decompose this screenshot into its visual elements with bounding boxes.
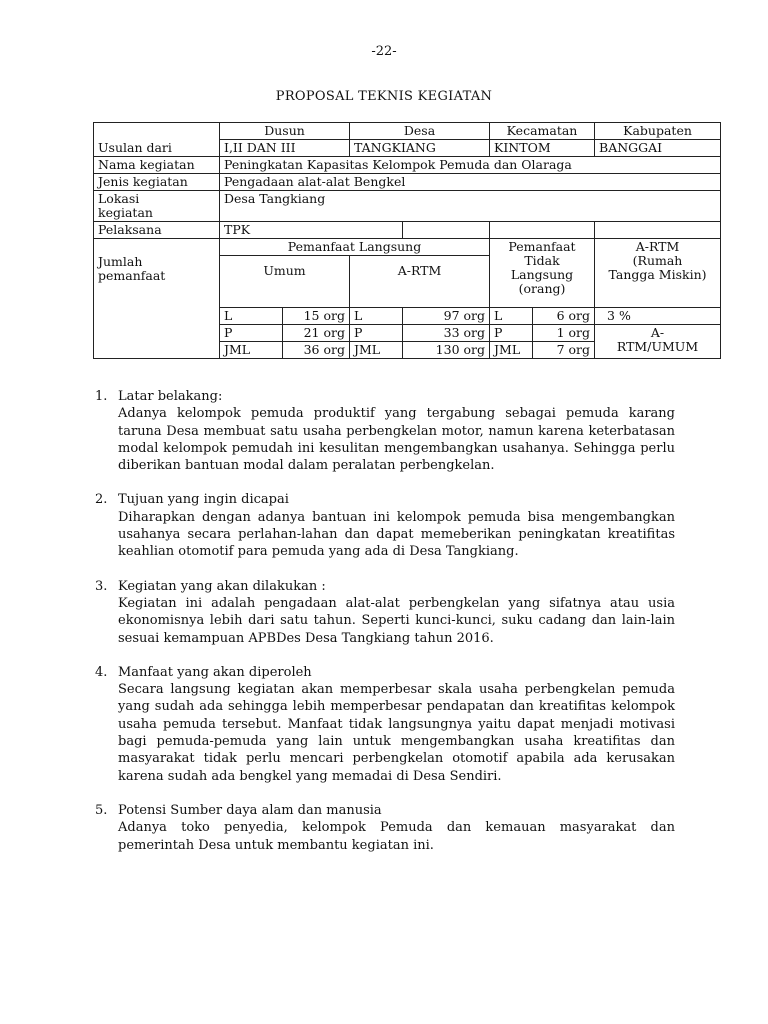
pelaksana-label: Pelaksana bbox=[94, 222, 220, 239]
section-latar-belakang bbox=[95, 388, 675, 474]
artm-value: 97 org bbox=[403, 308, 490, 325]
section-heading bbox=[95, 388, 675, 405]
header-kabupaten: Kabupaten bbox=[595, 123, 721, 140]
tl-value: 7 org bbox=[533, 342, 595, 359]
section-tujuan bbox=[95, 491, 675, 560]
section-number: 5. bbox=[95, 802, 108, 818]
section-body: Secara langsung kegiatan akan memperbesar skala usaha perbengkelan pemuda yang sudah ada sehingga lebih memperbesar pendapatan dan kreatifitas kelompok usaha pemuda tersebut. Manfaat tidak langsungnya yaitu dapat menjadi motivasi bagi pemuda-pemuda yang lain untuk mengembangkan usaha kreatifitas dan masyarakat tidak perlu mencari perbengkelan otomotif apabila ada kerusakan karena sudah ada bengkel yang memadai di Desa Sendiri. bbox=[118, 682, 675, 784]
umum-value: 21 org bbox=[283, 325, 350, 342]
section-body: Adanya kelompok pemuda produktif yang tergabung sebagai pemuda karang taruna Desa membuat satu usaha perbengkelan motor, namun karena keterbatasan modal kelompok pemudah ini kesulitan mengembangkan usahanya. Sehingga perlu diberikan bantuan modal dalam peralatan perbengkelan. bbox=[118, 406, 675, 474]
tl-value: 1 org bbox=[533, 325, 595, 342]
tidak-langsung-header bbox=[490, 239, 595, 308]
section-title: Kegiatan yang akan dilakukan : bbox=[118, 578, 326, 594]
nama-value: Peningkatan Kapasitas Kelompok Pemuda dan Olaraga bbox=[220, 157, 721, 174]
umum-value: 36 org bbox=[283, 342, 350, 359]
pelaksana-empty-2 bbox=[490, 222, 595, 239]
section-title: Latar belakang: bbox=[118, 389, 223, 404]
tidak-langsung-line4: (orang) bbox=[518, 281, 566, 296]
sections bbox=[95, 388, 675, 871]
usulan-desa: TANGKIANG bbox=[350, 140, 490, 157]
section-body: Adanya toko penyedia, kelompok Pemuda dan kemauan masyarakat dan pemerintah Desa untuk membantu kegiatan ini. bbox=[118, 820, 675, 853]
table-header-row bbox=[94, 123, 721, 140]
section-title: Potensi Sumber daya alam dan manusia bbox=[118, 802, 382, 818]
pelaksana-empty-1 bbox=[403, 222, 490, 239]
section-number: 1. bbox=[95, 389, 108, 404]
section-potensi bbox=[95, 802, 675, 854]
lokasi-label bbox=[94, 191, 220, 222]
section-number: 2. bbox=[95, 492, 108, 508]
umum-key: P bbox=[220, 325, 283, 342]
artm-rumah-line2: (Rumah bbox=[632, 253, 683, 268]
section-manfaat bbox=[95, 664, 675, 785]
section-number: 3. bbox=[95, 578, 108, 594]
section-body: Kegiatan ini adalah pengadaan alat-alat perbengkelan yang sifatnya atau usia ekonomisnya lebih dari satu tahun. Seperti kunci-kunci, suku cadang dan lain-lain sesuai kemampuan APBDes Desa Tangkiang tahun 2016. bbox=[118, 595, 675, 646]
section-heading bbox=[95, 491, 675, 508]
page-number: -22- bbox=[371, 44, 397, 59]
tl-value: 6 org bbox=[533, 308, 595, 325]
tl-key: JML bbox=[490, 342, 533, 359]
section-heading bbox=[95, 578, 675, 595]
tidak-langsung-line2: Tidak bbox=[524, 253, 560, 268]
artm-value: 130 org bbox=[403, 342, 490, 359]
lokasi-label-line2: kegiatan bbox=[98, 205, 153, 220]
nama-row bbox=[94, 157, 721, 174]
artm-rumah-line3: Tangga Miskin) bbox=[608, 267, 707, 282]
artm-key: JML bbox=[350, 342, 403, 359]
header-dusun: Dusun bbox=[220, 123, 350, 140]
artm-value: 33 org bbox=[403, 325, 490, 342]
usulan-dusun: I,II DAN III bbox=[220, 140, 350, 157]
lokasi-label-line1: Lokasi bbox=[98, 191, 140, 206]
section-title: Tujuan yang ingin dicapai bbox=[118, 492, 289, 508]
usulan-row bbox=[94, 140, 721, 157]
tidak-langsung-line3: Langsung bbox=[510, 267, 574, 282]
section-heading bbox=[95, 664, 675, 681]
usulan-kabupaten: BANGGAI bbox=[595, 140, 721, 157]
usulan-label: Usulan dari bbox=[94, 140, 220, 157]
jenis-label: Jenis kegiatan bbox=[94, 174, 220, 191]
pelaksana-row bbox=[94, 222, 721, 239]
tidak-langsung-line1: Pemanfaat bbox=[508, 239, 576, 254]
lokasi-value: Desa Tangkiang bbox=[220, 191, 721, 222]
ratio-line2: RTM/UMUM bbox=[616, 339, 699, 354]
percent-value: 3 % bbox=[595, 308, 721, 325]
umum-value: 15 org bbox=[283, 308, 350, 325]
section-title: Manfaat yang akan diperoleh bbox=[118, 664, 312, 680]
header-kecamatan: Kecamatan bbox=[490, 123, 595, 140]
umum-key: JML bbox=[220, 342, 283, 359]
document-title: PROPOSAL TEKNIS KEGIATAN bbox=[275, 89, 493, 104]
pelaksana-empty-3 bbox=[595, 222, 721, 239]
section-number: 4. bbox=[95, 664, 108, 680]
proposal-table bbox=[93, 122, 721, 359]
jumlah-label-line1: Jumlah bbox=[98, 254, 143, 269]
tl-key: P bbox=[490, 325, 533, 342]
table-cell-empty bbox=[94, 123, 220, 140]
section-body: Diharapkan dengan adanya bantuan ini kelompok pemuda bisa mengembangkan usahanya secara perlahan-lahan dan dapat memeberikan peningkatan kreatifitas keahlian otomotif para pemuda yang ada di Desa Tangkiang. bbox=[118, 509, 675, 560]
ratio-line1: A- bbox=[650, 325, 665, 340]
pelaksana-value: TPK bbox=[220, 222, 403, 239]
artm-rumah-header bbox=[595, 239, 721, 308]
section-kegiatan bbox=[95, 578, 675, 647]
lokasi-row bbox=[94, 191, 721, 222]
usulan-kecamatan: KINTOM bbox=[490, 140, 595, 157]
pemanfaat-header-row bbox=[94, 239, 721, 256]
tl-key: L bbox=[490, 308, 533, 325]
section-heading bbox=[95, 802, 675, 819]
nama-label: Nama kegiatan bbox=[94, 157, 220, 174]
umum-key: L bbox=[220, 308, 283, 325]
pemanfaat-langsung-header: Pemanfaat Langsung bbox=[220, 239, 490, 256]
jumlah-label bbox=[94, 239, 220, 359]
jumlah-label-line2: pemanfaat bbox=[98, 268, 166, 283]
jenis-row bbox=[94, 174, 721, 191]
artm-key: L bbox=[350, 308, 403, 325]
jenis-value: Pengadaan alat-alat Bengkel bbox=[220, 174, 721, 191]
umum-header: Umum bbox=[220, 256, 350, 308]
artm-header: A-RTM bbox=[350, 256, 490, 308]
ratio-cell bbox=[595, 325, 721, 359]
header-desa: Desa bbox=[350, 123, 490, 140]
artm-key: P bbox=[350, 325, 403, 342]
artm-rumah-line1: A-RTM bbox=[635, 239, 680, 254]
